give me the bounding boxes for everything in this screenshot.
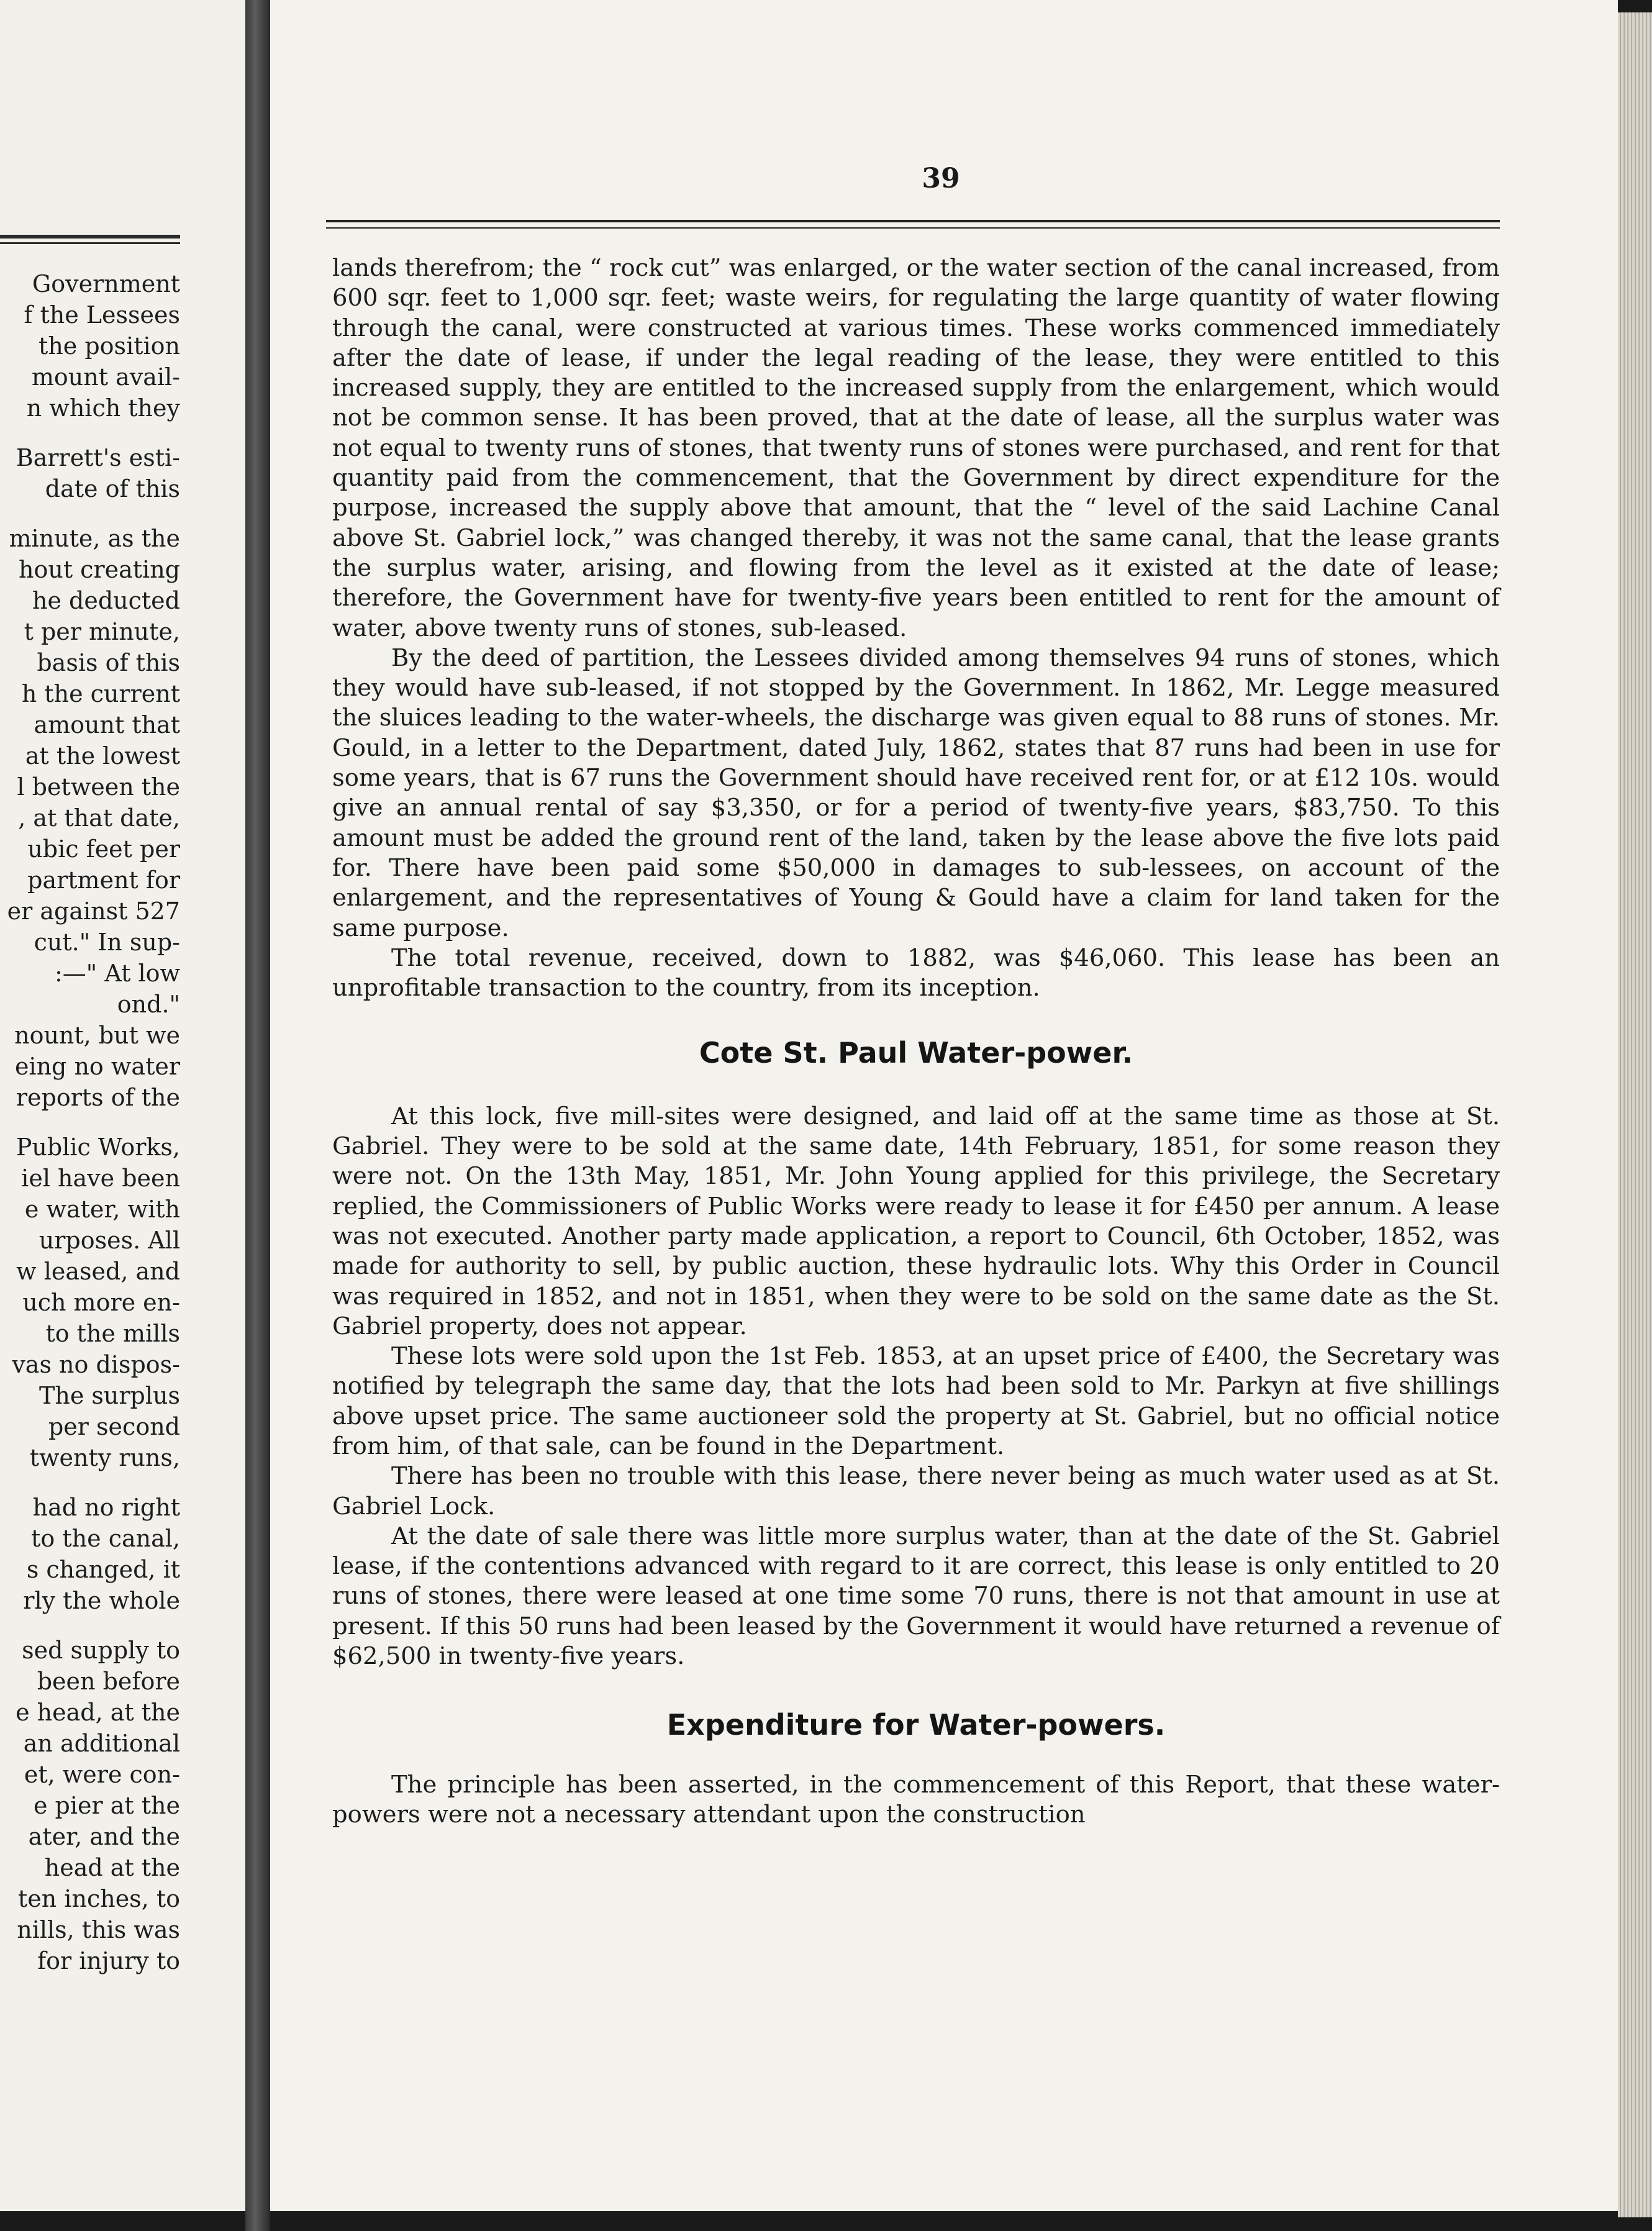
text-line: The surplus [39,1382,180,1409]
text-line: an additional [23,1730,180,1757]
text-line: uch more en- [22,1289,180,1316]
text-line: urposes. All [39,1227,180,1254]
text-line: Barrett's esti- [16,444,180,471]
text-line: to the mills [45,1320,180,1347]
page-edges [1618,12,1652,2217]
paragraph: There has been no trouble with this lease, there never being as much water used as at St. Gabriel Lock. [332,1462,1500,1520]
paragraph: The total revenue, received, down to 1882, was $46,060. This lease has been an unprofitable transaction to the country, from its inception. [332,943,1500,1002]
text-line: n which they [26,394,180,422]
text-line: e pier at the [33,1792,180,1819]
text-line: rly the whole [23,1587,180,1614]
text-line: ater, and the [28,1823,180,1850]
text-line: minute, as the [9,525,180,552]
page [270,0,1618,2211]
text-line: he deducted [32,587,180,614]
text-line: f the Lessees [24,301,180,329]
text-line: iel have been [21,1165,180,1192]
text-line: per second [48,1413,180,1440]
text-line [0,504,180,523]
text-line: head at the [44,1854,180,1881]
text-line: t per minute, [24,618,180,645]
text-line: been before [37,1668,180,1695]
text-line: Public Works, [16,1134,180,1161]
header-rule [326,227,1500,229]
text-line: vas no dispos- [12,1351,180,1378]
header-rule [0,242,180,244]
page-number: 39 [922,163,960,194]
text-line: ubic feet per [27,835,180,863]
paragraph: These lots were sold upon the 1st Feb. 1853, at an upset price of £400, the Secretary was notified by telegraph the same day, that the lots had been sold to Mr. Parkyn at five shillings above upset price. The same auctioneer sold the property at St. Gabriel, but no official notice from him, of that sale, can be found in the Department. [332,1342,1500,1460]
previous-page-text [0,268,180,1976]
text-line: nills, this was [17,1916,180,1943]
paragraph: lands therefrom; the “ rock cut” was enlarged, or the water section of the canal increased, from 600 sqr. feet to 1,000 sqr. feet; waste weirs, for regulating the large quantity of water flowing through the canal, were constructed at various times. These works commenced immediately after the date of lease, if under the legal reading of the lease, they were entitled to this increased supply, they are entitled to the increased supply from the enlargement, which would not be common sense. It has been proved, that at the date of lease, all the surplus water was not equal to twenty runs of stones, that twenty runs of stones were purchased, and rent for that quantity paid from the commencement, that the Government by direct expenditure for the purpose, increased the supply above that amount, that the “ level of the said Lachine Canal above St. Gabriel lock,” was changed thereby, it was not the same canal, that the lease grants the surplus water, arising, and flowing from the level as it existed at the date of lease; therefore, the Government have for twenty-five years been entitled to rent for the amount of water, above twenty runs of stones, sub-leased. [332,254,1500,642]
text-line: w leased, and [16,1258,180,1285]
text-line: :—" At low [54,960,180,987]
text-line [0,1473,180,1492]
text-line [0,424,180,442]
text-line: for injury to [37,1947,180,1974]
book-gutter [245,0,270,2231]
text-line: basis of this [37,649,180,676]
text-line: reports of the [16,1084,180,1111]
header-rule [0,235,180,239]
previous-page [0,0,245,2211]
text-line: had no right [32,1494,180,1521]
paragraph: By the deed of partition, the Lessees divided among themselves 94 runs of stones, which they would have sub-leased, if not stopped by the Government. In 1862, Mr. Legge measured the sluices leading to the water-wheels, the discharge was given equal to 88 runs of stones. Mr. Gould, in a letter to the Department, dated July, 1862, states that 87 runs had been in use for some years, that is 67 runs the Government should have received rent for, or at £12 10s. would give an annual rental of say $3,350, or for a period of twenty-five years, $83,750. To this amount must be added the ground rent of the land, taken by the lease above the five lots paid for. There have been paid some $50,000 in damages to sub-lessees, on account of the enlargement, and the representatives of Young & Gould have a claim for land taken for the same purpose. [332,643,1500,942]
section-heading: Cote St. Paul Water-power. [699,1036,1133,1070]
text-line: ten inches, to [18,1885,180,1912]
text-line [0,1616,180,1635]
text-line: date of this [45,475,180,502]
text-line: e head, at the [16,1699,180,1726]
section-heading: Expenditure for Water-powers. [666,1708,1166,1742]
text-line [0,1113,180,1132]
text-line: mount avail- [31,363,180,391]
text-line: et, were con- [24,1761,180,1788]
text-line: twenty runs, [29,1444,180,1471]
text-line: nount, but we [14,1022,180,1049]
text-line: s changed, it [26,1556,180,1583]
text-line: h the current [21,680,180,707]
text-line: at the lowest [25,742,180,770]
text-line: partment for [27,866,180,894]
text-line: sed supply to [22,1637,180,1664]
text-line: eing no water [14,1053,180,1080]
text-line: hout creating [19,556,180,583]
paragraph: At the date of sale there was little more surplus water, than at the date of the St. Gabriel lease, if the contentions advanced with regard to it are correct, this lease is only entitled to 20 runs of stones, there were leased at one time some 70 runs, there is not that amount in use at present. If this 50 runs had been leased by the Government it would have returned a revenue of $62,500 in twenty-five years. [332,1522,1500,1671]
text-line: amount that [34,711,180,738]
text-line: ond." [117,991,180,1018]
paragraph: The principle has been asserted, in the commencement of this Report, that these water-powers were not a necessary attendant upon the construction [332,1770,1500,1829]
text-line: er against 527 [7,897,180,925]
text-line: l between the [17,773,180,801]
text-line: e water, with [24,1196,180,1223]
text-line: Government [32,270,180,298]
text-line: , at that date, [18,804,180,832]
page-body [332,253,1500,1830]
header-rule [326,220,1500,222]
text-line: to the canal, [31,1525,180,1552]
text-line: the position [39,332,180,360]
text-line: cut." In sup- [34,929,180,956]
paragraph: At this lock, five mill-sites were designed, and laid off at the same time as those at St. Gabriel. They were to be sold at the same date, 14th February, 1851, for some reason they were not. On the 13th May, 1851, Mr. John Young applied for this privilege, the Secretary replied, the Commissioners of Public Works were ready to lease it for £450 per annum. A lease was not executed. Another party made application, a report to Council, 6th October, 1852, was made for authority to sell, by public auction, these hydraulic lots. Why this Order in Council was required in 1852, and not in 1851, when they were to be sold on the same date as the St. Gabriel property, does not appear. [332,1102,1500,1340]
